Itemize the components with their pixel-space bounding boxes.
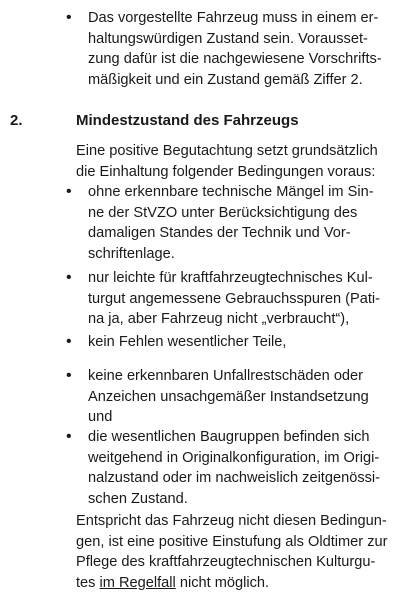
underlined-phrase: im Regelfall: [99, 574, 176, 591]
text-line: [76, 573, 398, 594]
list-item-text: [88, 182, 394, 264]
list-item: [66, 8, 396, 92]
intro-paragraph: [76, 141, 396, 182]
text-line: Das vorgestellte Fahrzeug muss in einem er-: [88, 10, 379, 26]
list-item-text: [88, 427, 394, 509]
text-line: die wesentlichen Baugruppen befinden sich: [88, 429, 370, 445]
list-item-text: [88, 268, 394, 330]
bullet-dot-icon: •: [66, 333, 72, 350]
list-item-text: [88, 366, 394, 428]
bullet-dot-icon: •: [66, 269, 72, 286]
text-line: die Einhaltung folgender Bedingungen voraus:: [76, 163, 376, 180]
list-item: [66, 427, 396, 511]
list-item: [66, 332, 396, 353]
bullet-dot-icon: •: [66, 183, 72, 200]
text-line: turgut angemessene Gebrauchsspuren (Pati-: [88, 290, 381, 307]
text-line: na ja, aber Fahrzeug nicht „verbraucht“),: [88, 311, 350, 327]
text-line: kein Fehlen wesentlicher Teile,: [88, 334, 287, 350]
list-item-text: [88, 332, 394, 353]
text-line: Entspricht das Fahrzeug nicht diesen Bedingun-: [76, 513, 387, 529]
text-line: schriftenlage.: [88, 245, 175, 262]
closing-paragraph: [76, 511, 398, 593]
text-line: haltungswürdigen Zustand sein. Vorausset-: [88, 30, 368, 47]
text-line: Pflege des kraftfahrzeugtechnischen Kulturgu-: [76, 554, 376, 570]
text-line: Eine positive Begutachtung setzt grundsätzlich: [76, 143, 378, 159]
text-line: ne der StVZO unter Berücksichtigung des: [88, 204, 358, 221]
section-title: Mindestzustand des Fahrzeugs: [76, 112, 299, 129]
list-item: [66, 268, 396, 330]
text-line: nalzustand oder im nachweislich zeitgenössi-: [88, 470, 381, 486]
text-line: weitgehend in Originalkonfiguration, im Origi-: [88, 449, 380, 466]
text-line: und: [88, 409, 113, 425]
text-line: Anzeichen unsachgemäßer Instandsetzung: [88, 388, 369, 405]
bullet-dot-icon: •: [66, 9, 72, 26]
list-item: [66, 366, 396, 428]
section-number: 2.: [10, 112, 23, 129]
list-item-text: [88, 8, 394, 90]
text-line: schen Zustand.: [88, 490, 188, 507]
list-item: [66, 182, 396, 266]
text-line: keine erkennbaren Unfallrestschäden oder: [88, 368, 364, 384]
text-line: nur leichte für kraftfahrzeugtechnisches Kul-: [88, 270, 373, 286]
text-line-prefix: tes: [76, 574, 100, 591]
text-line-suffix: nicht möglich.: [175, 574, 270, 591]
bullet-dot-icon: •: [66, 428, 72, 445]
text-line: zung dafür ist die nachgewiesene Vorschrifts-: [88, 51, 382, 67]
text-line: ohne erkennbare technische Mängel im Sin-: [88, 184, 374, 200]
bullet-dot-icon: •: [66, 367, 72, 384]
text-line: mäßigkeit und ein Zustand gemäß Ziffer 2.: [88, 71, 363, 88]
text-line: damaligen Standes der Technik und Vor-: [88, 225, 351, 241]
text-line: gen, ist eine positive Einstufung als Oldtimer zur: [76, 533, 388, 550]
